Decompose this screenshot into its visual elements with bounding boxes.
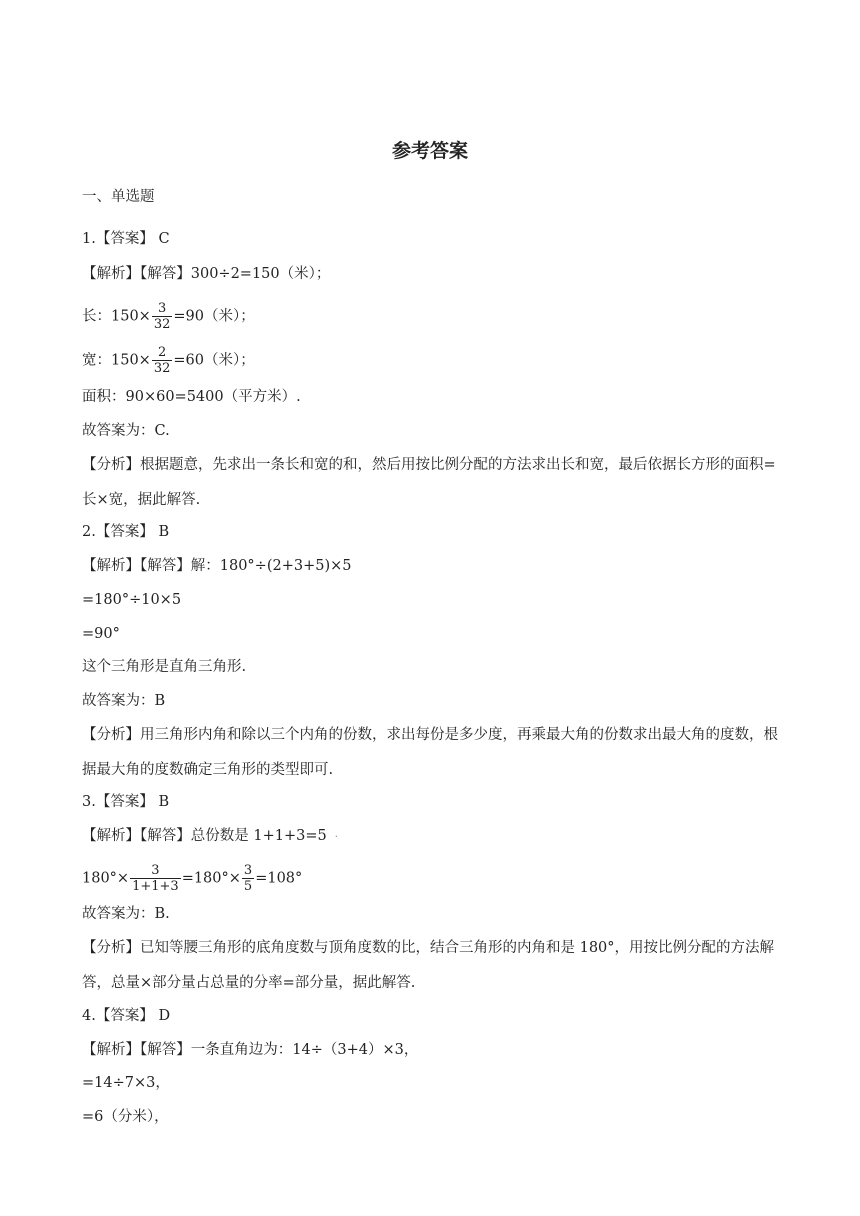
q2-solution-line-5: 故答案为：B: [82, 693, 166, 709]
q2-solution-line-4: 这个三角形是直角三角形.: [82, 659, 247, 675]
q1-l2-pre: 长：150×: [82, 308, 151, 325]
q3-l2-mid: =180°×: [181, 870, 241, 887]
q1-l2-post: =90（米）；: [173, 308, 255, 325]
fraction-denominator: 32: [153, 317, 171, 332]
fraction-numerator: 2: [157, 345, 167, 360]
q1-analysis: 【分析】根据题意，先求出一条长和宽的和，然后用按比例分配的方法求出长和宽，最后依据长方形的面积=长×宽，据此解答.: [82, 457, 776, 508]
fraction: [130, 864, 181, 893]
fraction-numerator: 3: [151, 863, 160, 878]
section-heading: 一、单选题: [82, 189, 155, 205]
q1-answer: 1.【答案】 C: [82, 231, 170, 247]
q3-analysis: 【分析】已知等腰三角形的底角度数与顶角度数的比，结合三角形的内角和是 180°，用按比例分配的方法解答，总量×部分量占总量的分率=部分量，据此解答.: [82, 940, 775, 991]
fraction: [152, 302, 173, 331]
q2-solution-line-3: =90°: [82, 626, 120, 642]
q1-solution-line-4: 面积：90×60=5400（平方米）.: [82, 389, 301, 405]
fraction-denominator: 5: [243, 879, 253, 894]
page-title: 参考答案: [391, 140, 468, 162]
q2-solution-line-2: =180°÷10×5: [82, 592, 182, 608]
q2-solution-line-1: 【解析】【解答】解：180°÷(2+3+5)×5: [82, 558, 352, 574]
q4-solution-line-2: =14÷7×3，: [82, 1075, 170, 1091]
q1-solution-line-2: [82, 302, 255, 331]
q4-solution-line-1: 【解析】【解答】一条直角边为：14÷（3+4）×3，: [82, 1042, 419, 1058]
q3-l1-text: 【解析】【解答】总份数是 1+1+3=5: [82, 828, 327, 844]
q1-solution-line-1: 【解析】【解答】300÷2=150（米）；: [82, 266, 331, 282]
q2-analysis: 【分析】用三角形内角和除以三个内角的份数，求出每份是多少度，再乘最大角的份数求出最大角的度数，根据最大角的度数确定三角形的类型即可.: [82, 727, 778, 778]
q3-answer: 3.【答案】 B: [82, 794, 170, 810]
q2-answer: 2.【答案】 B: [82, 524, 170, 540]
q1-solution-line-3: [82, 346, 255, 375]
stray-mark: ·: [334, 832, 338, 843]
fraction-numerator: 3: [243, 863, 253, 878]
fraction-denominator: 32: [153, 361, 171, 376]
fraction: [242, 864, 254, 893]
q3-solution-line-3: 故答案为：B.: [82, 906, 170, 922]
q3-solution-line-1: [82, 826, 338, 848]
q3-solution-line-2: [82, 864, 302, 893]
q4-solution-line-3: =6（分米），: [82, 1109, 169, 1125]
q3-l2-post: =108°: [255, 870, 303, 887]
q4-answer: 4.【答案】 D: [82, 1008, 171, 1024]
q1-l3-post: =60（米）；: [173, 352, 255, 369]
fraction-denominator: 1+1+3: [132, 879, 179, 894]
fraction: [152, 346, 173, 375]
q1-l3-pre: 宽：150×: [82, 352, 151, 369]
q1-solution-line-5: 故答案为：C.: [82, 423, 170, 439]
q3-l2-pre: 180°×: [82, 870, 130, 887]
fraction-numerator: 3: [157, 301, 167, 316]
